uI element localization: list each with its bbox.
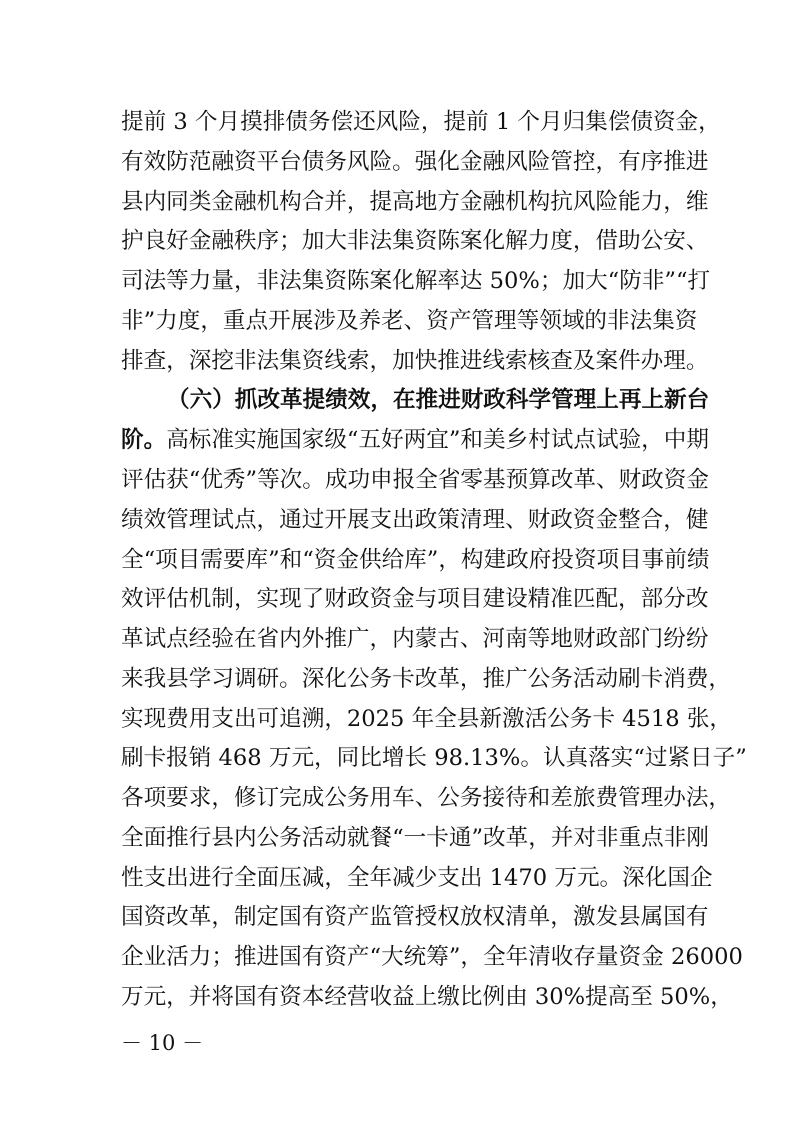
section-text-line: 刷卡报销 468 万元，同比增长 98.13%。认真落实“过紧日子” [121, 745, 747, 771]
page-number: － 10 － [121, 1031, 204, 1055]
section-text-line: 万元，并将国有资本经营收益上缴比例由 30%提高至 50%， [121, 984, 733, 1010]
body-text-line: 司法等力量，非法集资陈案化解率达 50%；加大“防非”“打 [121, 268, 711, 294]
section-text-line: 全面推行县内公务活动就餐“一卡通”改革，并对非重点非刚 [121, 825, 709, 851]
section-text-line: 来我县学习调研。深化公务卡改革，推广公务活动刷卡消费， [121, 666, 732, 692]
section-text-line: 效评估机制，实现了财政资金与项目建设精准匹配，部分改 [121, 586, 709, 612]
section-text-line: 革试点经验在省内外推广，内蒙古、河南等地财政部门纷纷 [121, 626, 709, 652]
body-text-line: 有效防范融资平台债务风险。强化金融风险管控，有序推进 [121, 149, 709, 175]
section-text-line: 绩效管理试点，通过开展支出政策清理、财政资金整合，健 [121, 507, 709, 533]
body-text-line: 非”力度，重点开展涉及养老、资产管理等领域的非法集资 [121, 308, 698, 334]
section-text-line [121, 425, 709, 455]
body-text-line: 排查，深挖非法集资线索，加快推进线索核查及案件办理。 [121, 348, 709, 374]
body-text-line: 县内同类金融机构合并，提高地方金融机构抗风险能力，维 [121, 189, 709, 215]
body-text-line: 提前 3 个月摸排债务偿还风险，提前 1 个月归集偿债资金， [121, 109, 721, 135]
section-heading: （六）抓改革提绩效，在推进财政科学管理上再上新台 [167, 387, 710, 413]
section-text-line: 全“项目需要库”和“资金供给库”，构建政府投资项目事前绩 [121, 547, 710, 573]
section-text-line: 实现费用支出可追溯，2025 年全县新激活公务卡 4518 张， [121, 706, 733, 732]
section-text-line: 各项要求，修订完成公务用车、公务接待和差旅费管理办法， [121, 785, 732, 811]
section-text-line: 企业活力；推进国有资产“大统筹”，全年清收存量资金 26000 [121, 944, 743, 970]
section-text-continuation: 高标准实施国家级“五好两宜”和美乡村试点试验，中期 [166, 427, 709, 453]
section-heading-end: 阶。 [121, 427, 167, 453]
section-text-line: 性支出进行全面压减，全年减少支出 1470 万元。深化国企 [121, 865, 713, 891]
body-text-line: 护良好金融秩序；加大非法集资陈案化解力度，借助公安、 [121, 228, 709, 254]
section-text-line: 评估获“优秀”等次。成功申报全省零基预算改革、财政资金 [121, 467, 709, 493]
section-text-line: 国资改革，制定国有资产监管授权放权清单，激发县属国有 [121, 904, 709, 930]
